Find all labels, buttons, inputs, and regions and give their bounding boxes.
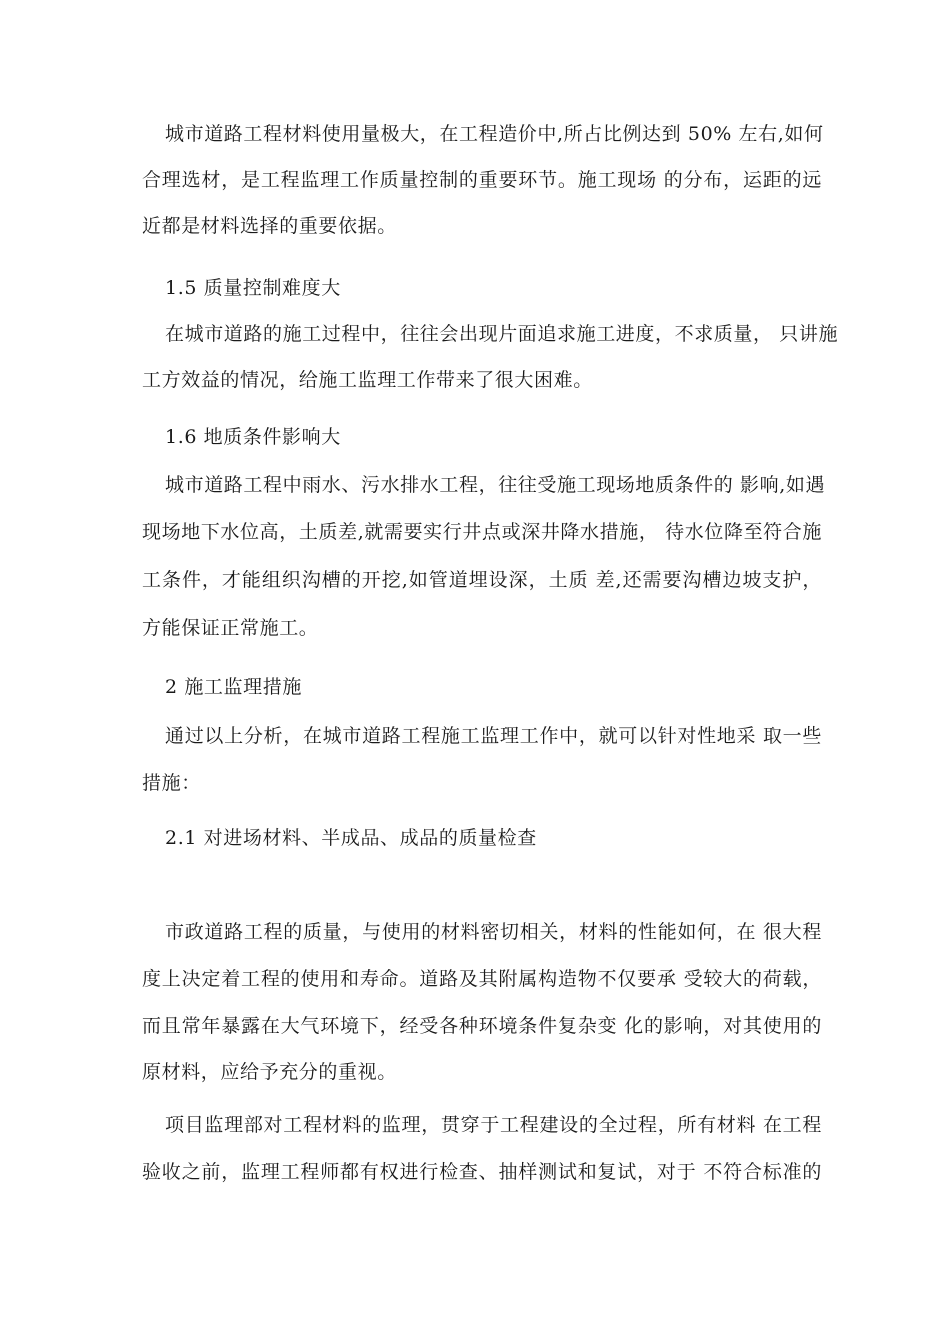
heading-2-1-material-inspection: 2.1 对进场材料、半成品、成品的质量检查	[165, 827, 537, 849]
paragraph-municipal-line-3: 而且常年暴露在大气环境下，经受各种环境条件复杂变 化的影响，对其使用的	[142, 1015, 822, 1037]
paragraph-analysis-line-2: 措施：	[142, 772, 201, 794]
paragraph-geology-line-1: 城市道路工程中雨水、污水排水工程，往往受施工现场地质条件的 影响,如遇	[165, 474, 826, 496]
paragraph-quality-line-1: 在城市道路的施工过程中，往往会出现片面追求施工进度，不求质量， 只讲施	[165, 323, 839, 345]
paragraph-materials-line-3: 近都是材料选择的重要依据。	[142, 215, 397, 237]
heading-1-6-geology: 1.6 地质条件影响大	[165, 426, 341, 448]
paragraph-project-line-2: 验收之前，监理工程师都有权进行检查、抽样测试和复试，对于 不符合标准的	[142, 1161, 822, 1183]
heading-1-5-quality-control: 1.5 质量控制难度大	[165, 277, 341, 299]
paragraph-municipal-line-1: 市政道路工程的质量，与使用的材料密切相关，材料的性能如何，在 很大程	[165, 921, 822, 943]
heading-2-supervision-measures: 2 施工监理措施	[165, 676, 302, 698]
paragraph-municipal-line-2: 度上决定着工程的使用和寿命。道路及其附属构造物不仅要承 受较大的荷载，	[142, 968, 822, 990]
paragraph-geology-line-4: 方能保证正常施工。	[142, 617, 319, 639]
paragraph-materials-line-1: 城市道路工程材料使用量极大，在工程造价中,所占比例达到 50% 左右,如何	[165, 123, 824, 145]
paragraph-project-line-1: 项目监理部对工程材料的监理，贯穿于工程建设的全过程，所有材料 在工程	[165, 1114, 822, 1136]
paragraph-analysis-line-1: 通过以上分析，在城市道路工程施工监理工作中，就可以针对性地采 取一些	[165, 725, 822, 747]
paragraph-municipal-line-4: 原材料，应给予充分的重视。	[142, 1061, 397, 1083]
paragraph-quality-line-2: 工方效益的情况，给施工监理工作带来了很大困难。	[142, 369, 593, 391]
paragraph-geology-line-2: 现场地下水位高，土质差,就需要实行井点或深井降水措施， 待水位降至符合施	[142, 521, 822, 543]
paragraph-geology-line-3: 工条件，才能组织沟槽的开挖,如管道埋设深，土质 差,还需要沟槽边坡支护，	[142, 569, 822, 591]
paragraph-materials-line-2: 合理选材，是工程监理工作质量控制的重要环节。施工现场 的分布，运距的远	[142, 169, 822, 191]
